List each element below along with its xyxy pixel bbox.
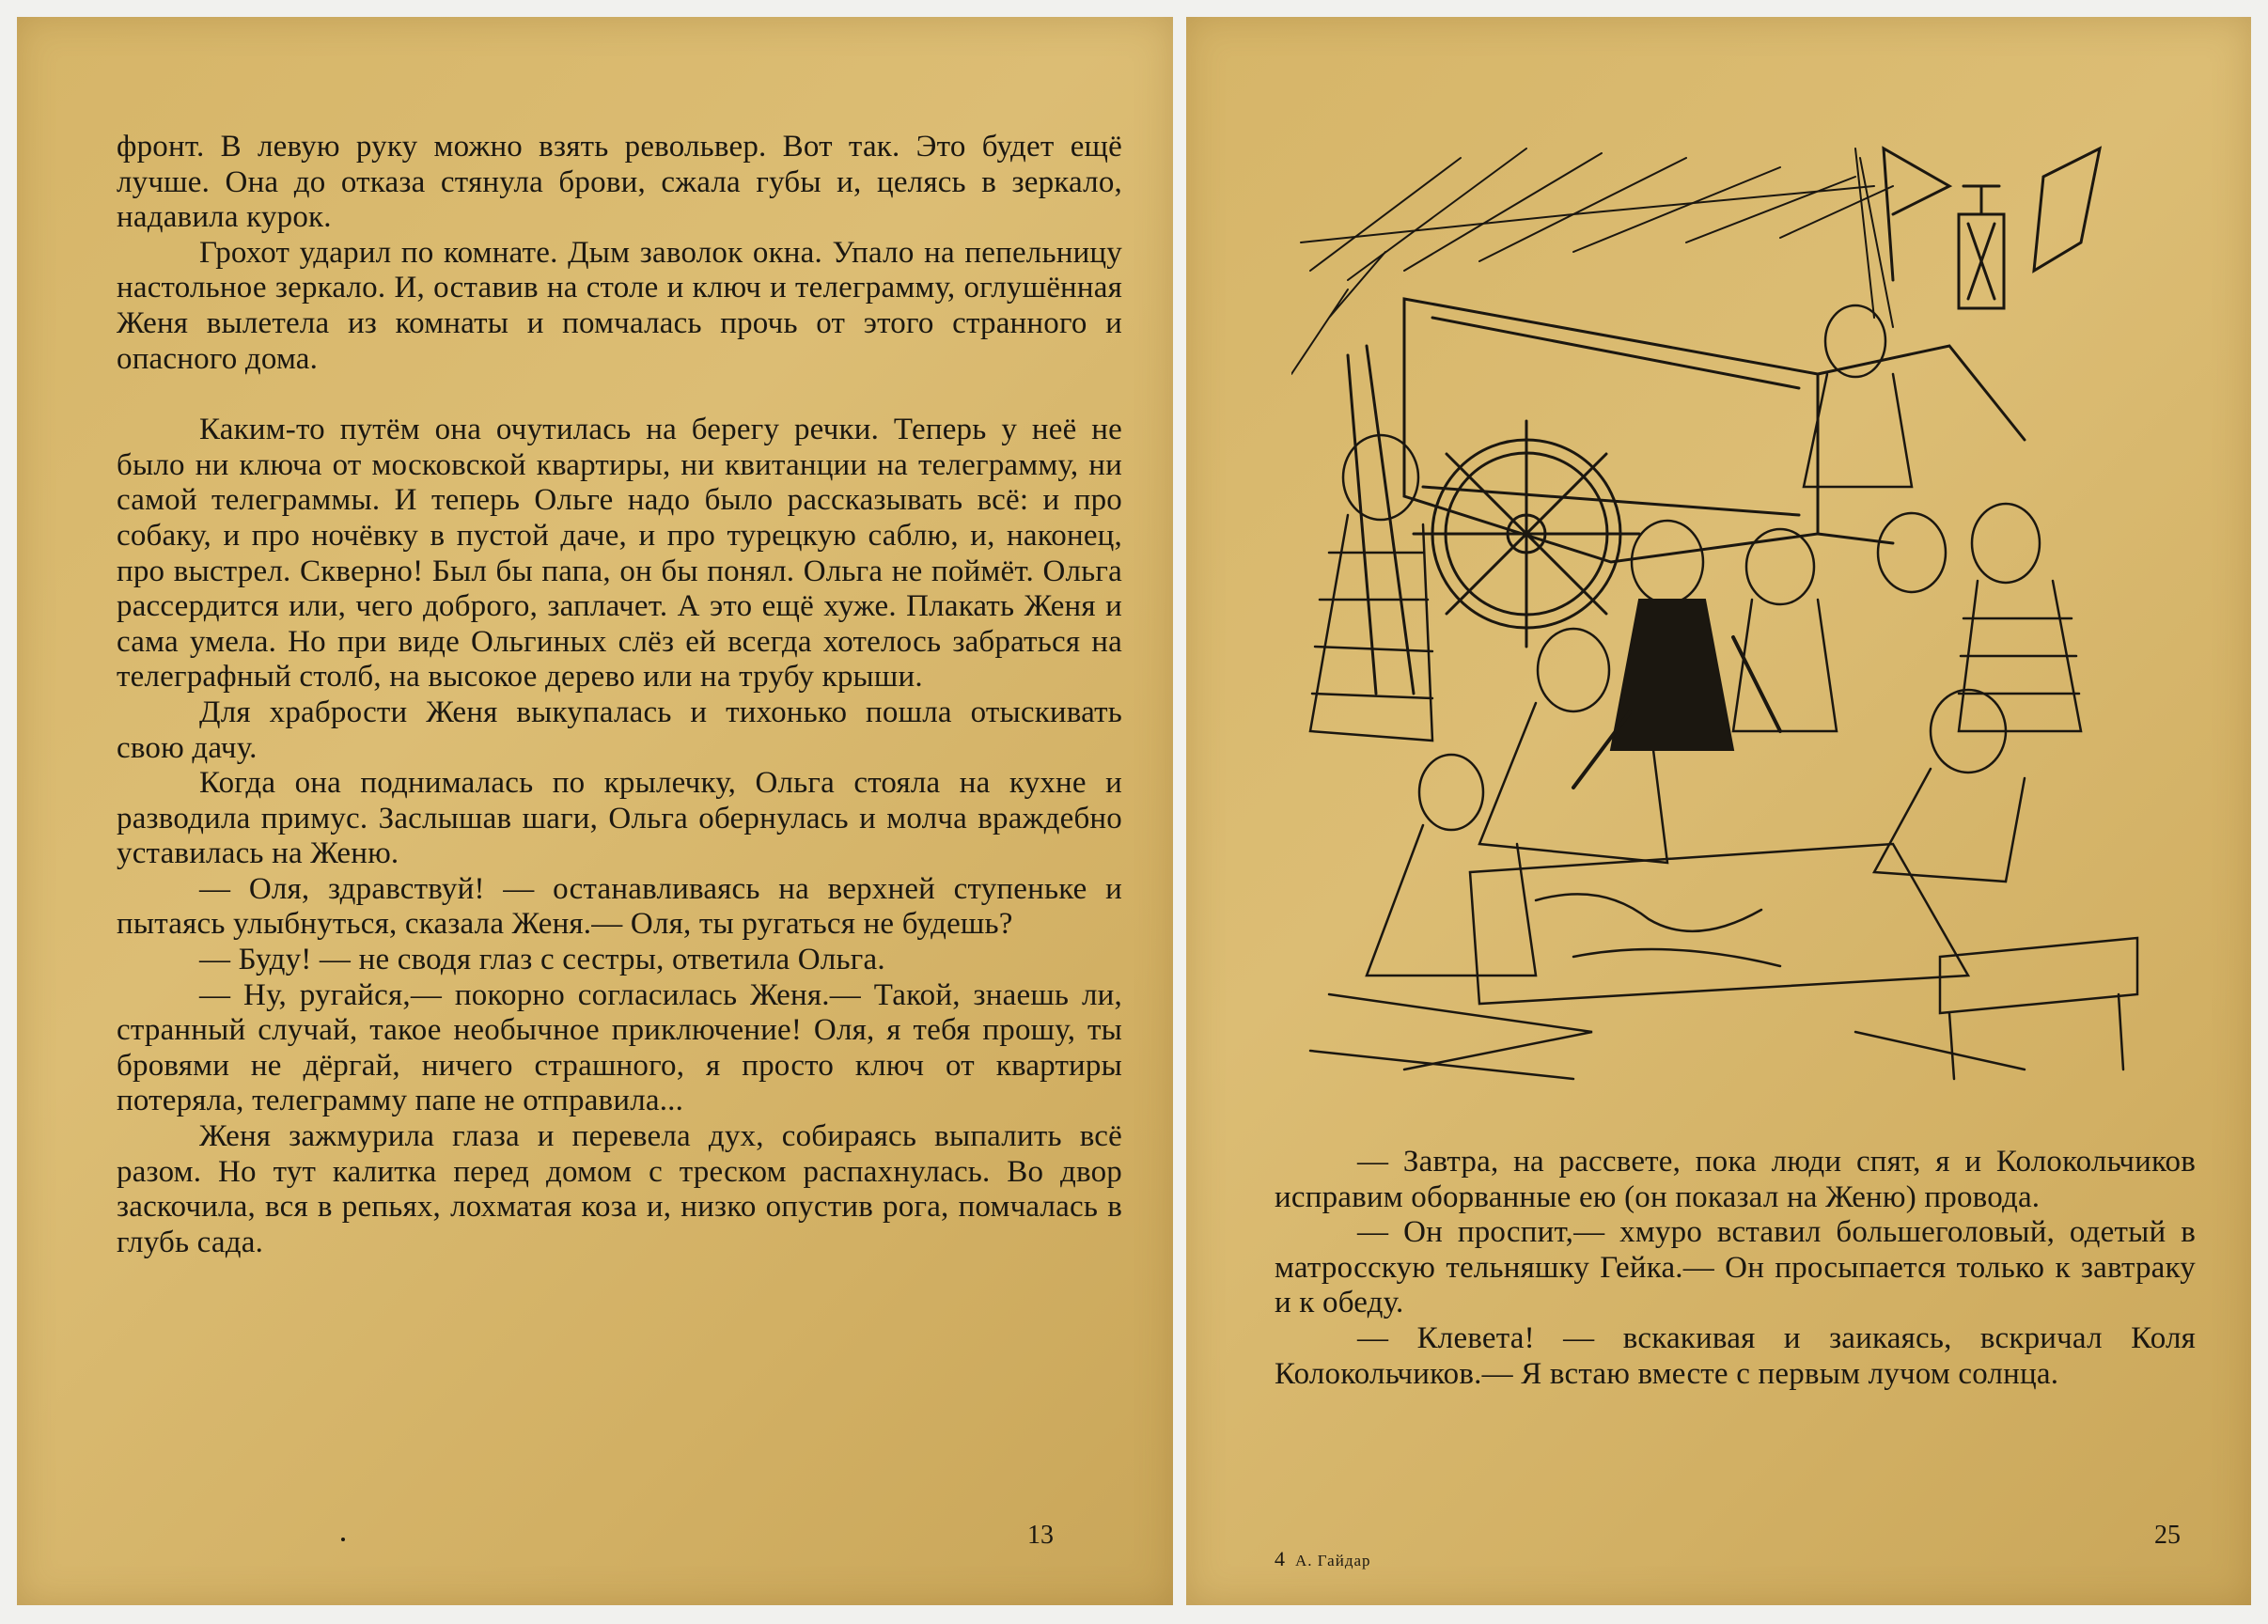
paragraph: Каким-то путём она очутилась на берегу речки. Теперь у неё не было ни ключа от московской квартиры, ни квитанции на телеграмму, ни самой телеграммы. И теперь Ольге надо было рассказывать всё: и про собаку, и про ночёвку в пустой даче, и про турецкую саблю, и, наконец, про выстрел. Скверно! Был бы папа, он бы понял. Ольга не поймёт. Ольга рассердится или, чего доброго, заплачет. А это ещё хуже. Плакать Женя и сама умела. Но при виде Ольгиных слёз ей всегда хотелось забраться на телеграфный столб, на высокое дерево или на трубу крыши.	[117, 413, 1122, 695]
right-page	[1186, 17, 2251, 1605]
paragraph: — Завтра, на рассвете, пока люди спят, я и Колокольчиков исправим оборванные ею (он показал на Женю) провода.	[1275, 1145, 2196, 1214]
paragraph: Когда она поднималась по крылечку, Ольга стояла на кухне и разводила примус. Заслышав шаги, Ольга обернулась и молча враждебно уставилась на Женю.	[117, 766, 1122, 871]
paragraph: Грохот ударил по комнате. Дым заволок окна. Упало на пепельницу настольное зеркало. И, оставив на столе и ключ и телеграмму, оглушённая Женя вылетела из комнаты и помчалась прочь от этого странного и опасного дома.	[117, 235, 1122, 376]
left-page	[17, 17, 1173, 1605]
printer-signature	[1275, 1547, 1371, 1571]
section-gap	[117, 377, 1122, 413]
paragraph: Женя зажмурила глаза и перевела дух, собираясь выпалить всё разом. Но тут калитка перед домом с треском распахнулась. Во двор заскочила, вся в репьях, лохматая коза и, низко опустив рога, помчалась в глубь сада.	[117, 1119, 1122, 1259]
paragraph: — Оля, здравствуй! — останавливаясь на верхней ступеньке и пытаясь улыбнуться, сказала Женя.— Оля, ты ругаться не будешь?	[117, 871, 1122, 942]
paragraph: фронт. В левую руку можно взять револьвер. Вот так. Это будет ещё лучше. Она до отказа стянула брови, сжала губы и, целясь в зеркало, надавила курок.	[117, 130, 1122, 235]
right-page-text	[1275, 1145, 2196, 1392]
left-page-text	[117, 130, 1122, 1260]
page-number: 13	[1027, 1521, 1054, 1550]
paragraph: — Ну, ругайся,— покорно согласилась Женя.— Такой, знаешь ли, странный случай, такое необычное приключение! Оля, я тебя прошу, ты бровями не дёргай, ничего страшного, я просто ключ от квартиры потеряла, телеграмму папе не отправила...	[117, 977, 1122, 1118]
paragraph: — Клевета! — вскакивая и заикаясь, вскричал Коля Колокольчиков.— Я встаю вместе с первым лучом солнца.	[1275, 1320, 2196, 1391]
print-dot	[341, 1538, 345, 1541]
paragraph: — Он проспит,— хмуро вставил большеголовый, одетый в матросскую тельняшку Гейка.— Он просыпается только к завтраку и к обеду.	[1275, 1215, 2196, 1320]
paragraph: — Буду! — не сводя глаз с сестры, ответила Ольга.	[199, 943, 885, 977]
illustration-children-around-map	[1291, 130, 2156, 1088]
page-number: 25	[2154, 1521, 2181, 1550]
paragraph: Для храбрости Женя выкупалась и тихонько пошла отыскивать свою дачу.	[117, 695, 1122, 765]
signature-number: 4	[1275, 1547, 1286, 1570]
author-mark: А. Гайдар	[1295, 1552, 1371, 1569]
